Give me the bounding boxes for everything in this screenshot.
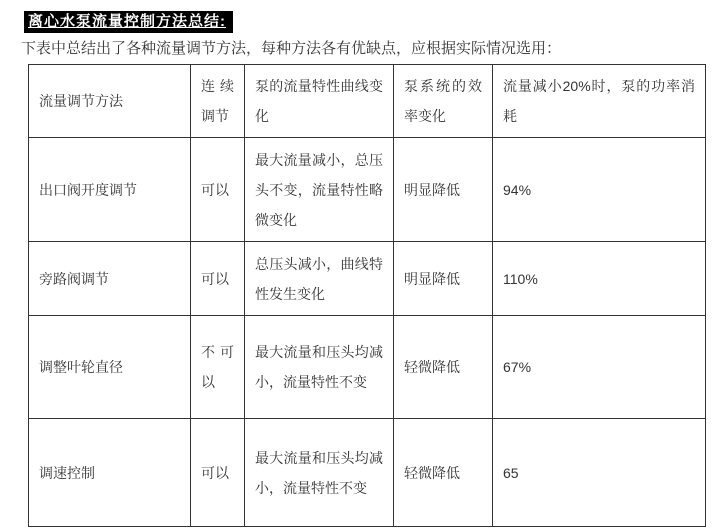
table-row: [29, 419, 706, 527]
cell-curve-change: 最大流量和压头均减小，流量特性不变: [245, 316, 394, 419]
cell-power-consumption: 94%: [493, 138, 706, 242]
cell-curve-change: 总压头减小，曲线特性发生变化: [245, 242, 394, 316]
cell-efficiency-change: 明显降低: [394, 138, 493, 242]
table-row: [29, 242, 706, 316]
column-header-efficiency-change: 泵系统的效率变化: [394, 65, 493, 138]
cell-method: 出口阀开度调节: [29, 138, 191, 242]
cell-method: 调整叶轮直径: [29, 316, 191, 419]
column-header-continuous: 连续调节: [191, 65, 245, 138]
table-row: [29, 316, 706, 419]
cell-continuous: 不可以: [191, 316, 245, 419]
page-title: 离心水泵流量控制方法总结:: [24, 11, 233, 33]
cell-curve-change: 最大流量减小，总压头不变，流量特性略微变化: [245, 138, 394, 242]
intro-paragraph: 下表中总结出了各种流量调节方法，每种方法各有优缺点，应根据实际情况选用：: [21, 40, 562, 57]
flow-control-summary-table: [28, 64, 706, 527]
column-header-power-consumption: 流量减小20%时，泵的功率消耗: [493, 65, 706, 138]
table-row: [29, 138, 706, 242]
cell-method: 旁路阀调节: [29, 242, 191, 316]
table-header-row: [29, 65, 706, 138]
cell-power-consumption: 67%: [493, 316, 706, 419]
cell-curve-change: 最大流量和压头均减小，流量特性不变: [245, 419, 394, 527]
cell-power-consumption: 110%: [493, 242, 706, 316]
cell-efficiency-change: 轻微降低: [394, 419, 493, 527]
cell-continuous: 可以: [191, 419, 245, 527]
cell-power-consumption: 65: [493, 419, 706, 527]
cell-efficiency-change: 明显降低: [394, 242, 493, 316]
column-header-curve-change: 泵的流量特性曲线变化: [245, 65, 394, 138]
cell-continuous: 可以: [191, 242, 245, 316]
cell-continuous: 可以: [191, 138, 245, 242]
cell-efficiency-change: 轻微降低: [394, 316, 493, 419]
cell-method: 调速控制: [29, 419, 191, 527]
column-header-method: 流量调节方法: [29, 65, 191, 138]
